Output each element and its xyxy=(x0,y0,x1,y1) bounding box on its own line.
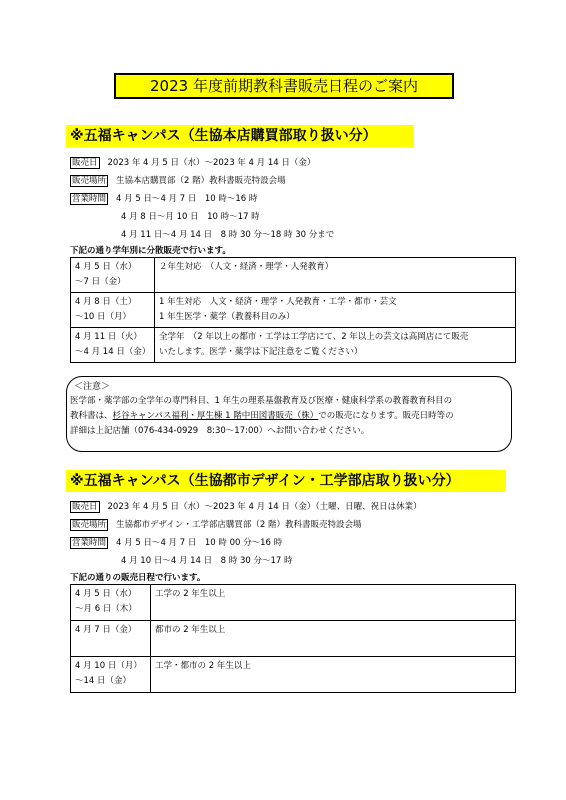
hours-line-1: 4 月 5 日～4 月 7 日 10 時～16 時 xyxy=(116,194,258,204)
row-target: 工学の 2 年生以上 xyxy=(151,585,516,621)
row-target: 工学・都市の 2 年生以上 xyxy=(151,657,516,693)
row-date: 4 月 5 日（水） ～月 6 日（木） xyxy=(71,585,151,621)
row-target: 1 年生対応 人文・経済・理学・人発教育・工学・都市・芸文 1 年生医学・薬学（教養科目のみ） xyxy=(155,293,516,328)
hours-label: 営業時間 xyxy=(72,194,107,204)
table-row xyxy=(71,258,516,293)
notice-line-2-pre: 教科書は、 xyxy=(70,411,113,421)
section2-schedule-table xyxy=(70,584,516,693)
section2-heading: ※五福キャンパス（生協都市デザイン・工学部店取り扱い分） xyxy=(66,470,506,492)
sale-date-label: 販売日 xyxy=(72,502,98,512)
sale-date-value: 2023 年 4 月 5 日（水）～2023 年 4 月 14 日（金）（土曜、日曜、祝日は休業） xyxy=(107,502,422,512)
section1-heading: ※五福キャンパス（生協本店購買部取り扱い分） xyxy=(66,125,414,147)
section2-table-caption: 下記の通りの販売日程で行います。 xyxy=(70,573,206,583)
section2-place-row xyxy=(70,519,362,531)
hours-line-3: 4 月 11 日～4 月 14 日 8 時 30 分～18 時 30 分まで xyxy=(121,230,335,240)
table-row xyxy=(71,293,516,328)
page-title: 2023 年度前期教科書販売日程のご案内 xyxy=(114,73,454,99)
notice-line-2 xyxy=(70,409,510,424)
table-row xyxy=(71,621,516,657)
section1-place-row xyxy=(70,175,286,187)
row-date: 4 月 10 日（月） ～14 日（金） xyxy=(71,657,151,693)
hours-line-1: 4 月 5 日～4 月 7 日 10 時 00 分～16 時 xyxy=(116,538,283,548)
table-row xyxy=(71,657,516,693)
row-target: 全学年 （2 年以上の都市・工学は工学店にて、2 年以上の芸文は高岡店にて販売 いたします。医学・薬学は下記注意をご覧ください） xyxy=(155,328,516,363)
section1-schedule-table xyxy=(70,257,516,363)
notice-line-3: 詳細は上記店舗（076-434-0929 8:30～17:00）へお問い合わせください。 xyxy=(70,426,370,436)
place-value: 生協本店購買部（2 階）教科書販売特設会場 xyxy=(116,176,286,186)
notice-title: ＜注意＞ xyxy=(74,382,111,392)
section1-table-caption: 下記の通り学年別に分散販売で行います。 xyxy=(70,246,231,256)
sale-date-label: 販売日 xyxy=(72,158,98,168)
notice-line-2-post: での販売になります。販売日時等の xyxy=(318,411,454,421)
place-label: 販売場所 xyxy=(72,520,107,530)
place-label: 販売場所 xyxy=(72,176,107,186)
place-value: 生協都市デザイン・工学部店購買部（2 階）教科書販売特設会場 xyxy=(116,520,362,530)
row-date: 4 月 8 日（土） ～10 日（月） xyxy=(71,293,155,328)
section2-sale-date-row xyxy=(70,501,422,513)
section1-sale-date-row xyxy=(70,157,315,169)
hours-label: 営業時間 xyxy=(72,538,107,548)
store-link: 杉谷キャンパス福利・厚生棟 1 階中田図書販売（株） xyxy=(112,411,319,421)
notice-line-1: 医学部・薬学部の全学年の専門科目、1 年生の理系基盤教育及び医療・健康科学系の教養教育科目の xyxy=(70,396,453,406)
row-date: 4 月 11 日（火） ～4 月 14 日（金） xyxy=(71,328,155,363)
section2-hours-row xyxy=(70,537,282,549)
notice-body xyxy=(70,394,510,439)
row-target: 都市の 2 年生以上 xyxy=(151,621,516,657)
row-date: 4 月 5 日（水） ～7 日（金） xyxy=(71,258,155,293)
hours-line-2: 4 月 10 日～4 月 14 日 8 時 30 分～17 時 xyxy=(121,556,293,566)
table-row xyxy=(71,585,516,621)
hours-line-2: 4 月 8 日～月 10 日 10 時～17 時 xyxy=(121,212,260,222)
sale-date-value: 2023 年 4 月 5 日（水）～2023 年 4 月 14 日（金） xyxy=(107,158,316,168)
section1-hours-row xyxy=(70,193,257,205)
row-date: 4 月 7 日（金） xyxy=(71,621,151,657)
table-row xyxy=(71,328,516,363)
row-target: ２年生対応 （人文・経済・理学・人発教育） xyxy=(155,258,516,293)
